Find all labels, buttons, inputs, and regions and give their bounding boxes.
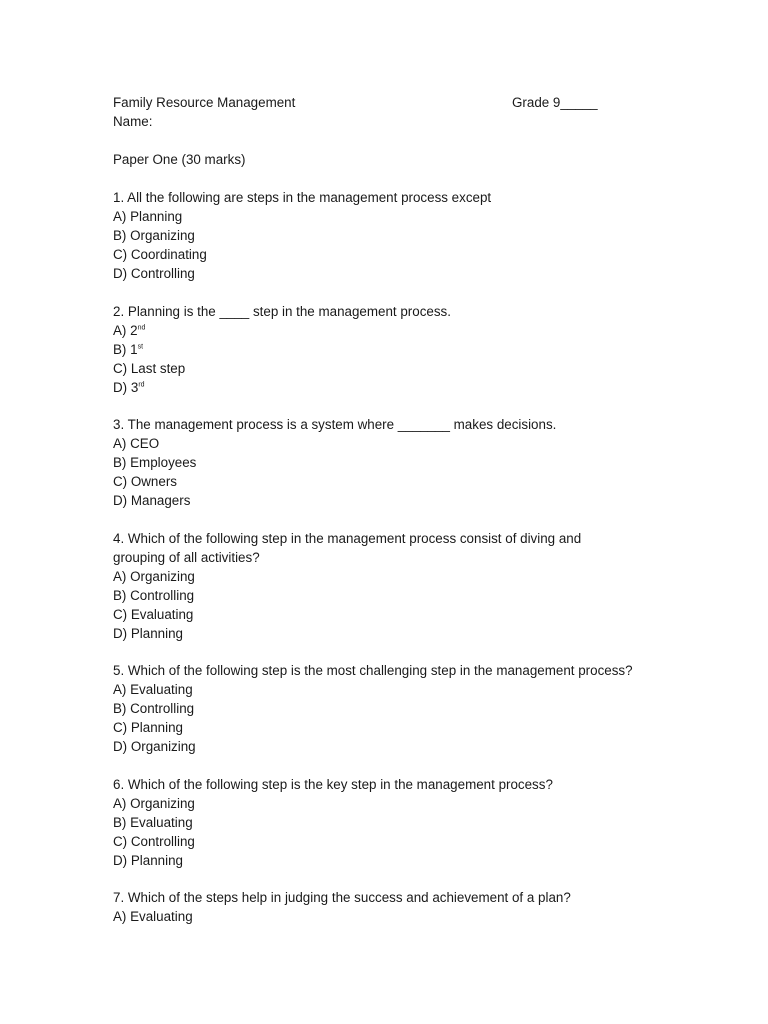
option-d: D) Managers	[113, 493, 191, 508]
option-a: A) Organizing	[113, 795, 195, 811]
document-content	[113, 93, 673, 945]
question-4	[113, 529, 673, 643]
question-text-line-1: 4. Which of the following step in the management process consist of diving and	[113, 530, 582, 546]
question-5	[113, 661, 673, 756]
question-3	[113, 415, 673, 510]
grade-label: Grade 9_____	[512, 95, 598, 110]
option-b: B) Employees	[113, 455, 197, 470]
option-text: A) 2	[113, 322, 138, 338]
option-a: A) Evaluating	[113, 909, 193, 924]
option-c: C) Evaluating	[113, 606, 194, 622]
option-a: A) Evaluating	[113, 682, 193, 697]
option-c: C) Coordinating	[113, 247, 207, 262]
option-d: D) Organizing	[113, 739, 196, 754]
question-text-line-2: grouping of all activities?	[113, 549, 260, 565]
option-d: D) Planning	[113, 625, 183, 641]
option-c: C) Planning	[113, 720, 183, 735]
question-text: 1. All the following are steps in the management process except	[113, 190, 492, 205]
subject-title: Family Resource Management	[113, 95, 296, 110]
question-2	[113, 302, 673, 397]
name-label: Name:	[113, 114, 153, 129]
question-text: 7. Which of the steps help in judging the success and achievement of a plan?	[113, 890, 571, 905]
option-a: A) Planning	[113, 209, 183, 224]
option-b	[113, 340, 673, 359]
paper-title: Paper One (30 marks)	[113, 152, 246, 167]
option-c: C) Last step	[113, 360, 186, 376]
ordinal-suffix: nd	[137, 324, 146, 332]
option-text: B) 1	[113, 341, 138, 357]
ordinal-suffix: st	[137, 343, 144, 351]
option-a: A) CEO	[113, 436, 160, 451]
option-b: B) Controlling	[113, 587, 195, 603]
option-c: C) Owners	[113, 474, 177, 489]
option-d: D) Planning	[113, 852, 183, 868]
option-a	[113, 321, 673, 340]
question-6	[113, 775, 673, 870]
option-b: B) Evaluating	[113, 814, 193, 830]
header-row	[113, 93, 673, 112]
question-text: 3. The management process is a system where _______ makes decisions.	[113, 417, 557, 432]
option-b: B) Controlling	[113, 701, 195, 716]
option-d	[113, 378, 673, 397]
option-c: C) Controlling	[113, 833, 195, 849]
question-1	[113, 188, 673, 283]
question-text: 2. Planning is the ____ step in the management process.	[113, 303, 451, 319]
question-text: 6. Which of the following step is the key step in the management process?	[113, 776, 553, 792]
question-text: 5. Which of the following step is the most challenging step in the management process?	[113, 663, 633, 678]
option-text: D) 3	[113, 379, 139, 395]
ordinal-suffix: rd	[138, 381, 145, 389]
option-a: A) Organizing	[113, 568, 195, 584]
option-b: B) Organizing	[113, 228, 195, 243]
option-d: D) Controlling	[113, 266, 195, 281]
question-7	[113, 888, 673, 926]
